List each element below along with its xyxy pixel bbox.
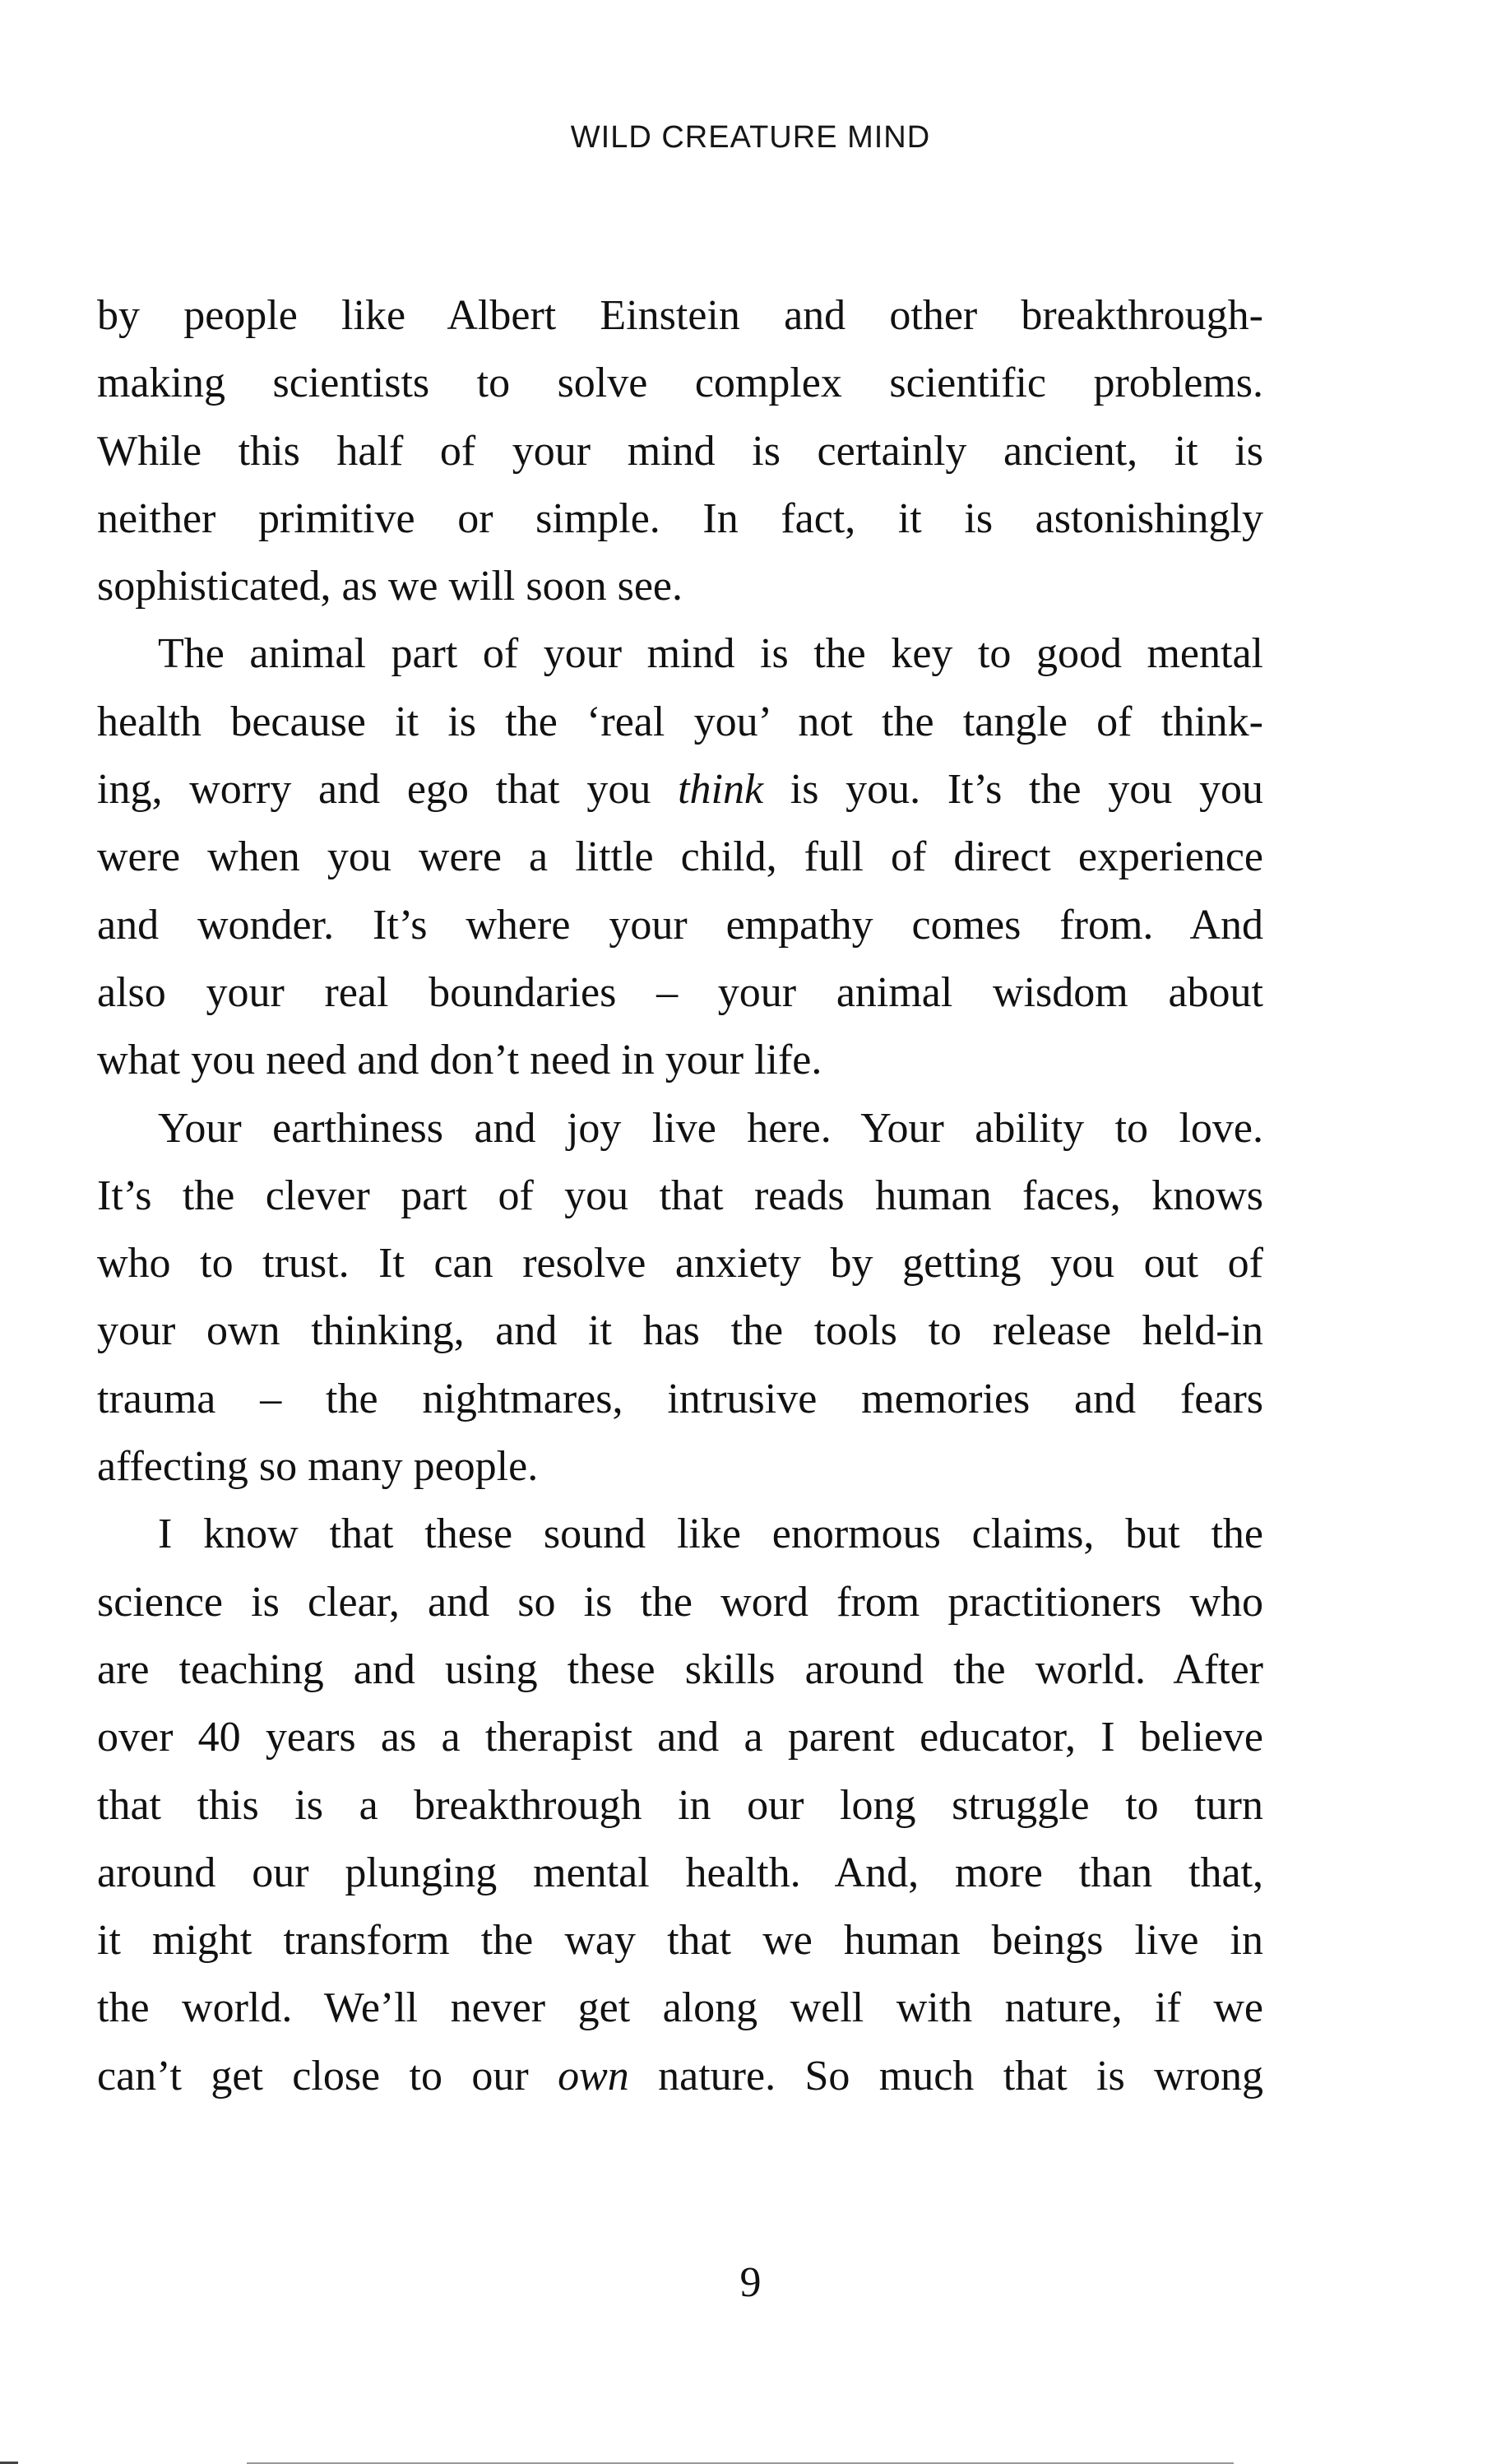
text-segment: science is clear, and so is the word from practitioners who — [97, 1578, 1263, 1626]
text-segment: what you need and don’t need in your life. — [97, 1037, 822, 1084]
body-text — [97, 282, 1263, 2110]
text-segment: neither primitive or simple. In fact, it is astonishingly — [97, 494, 1263, 542]
text-line — [97, 485, 1263, 553]
text-segment: are teaching and using these skills around the world. After — [97, 1645, 1263, 1693]
text-segment: by people like Albert Einstein and other breakthrough- — [97, 292, 1263, 339]
text-line — [97, 689, 1263, 756]
text-line — [97, 620, 1263, 688]
text-segment: affecting so many people. — [97, 1443, 539, 1491]
text-line — [97, 756, 1263, 824]
text-line — [97, 1569, 1263, 1636]
text-line — [97, 1095, 1263, 1162]
text-line — [97, 1907, 1263, 1974]
text-line — [97, 1772, 1263, 1840]
text-line — [97, 1433, 1263, 1501]
text-line — [97, 1840, 1263, 1907]
text-line — [97, 824, 1263, 891]
text-segment: over 40 years as a therapist and a parent educator, I believe — [97, 1714, 1263, 1761]
text-segment: it might transform the way that we human beings live in — [97, 1917, 1263, 1965]
text-segment: who to trust. It can resolve anxiety by getting you out of — [97, 1240, 1263, 1288]
text-segment: also your real boundaries – your animal wisdom about — [97, 968, 1263, 1016]
text-segment: can’t get close to our — [97, 2052, 558, 2100]
text-line — [97, 1297, 1263, 1365]
text-segment: around our plunging mental health. And, more than that, — [97, 1849, 1263, 1896]
text-line — [97, 418, 1263, 485]
running-head: WILD CREATURE MIND — [570, 120, 931, 155]
text-line — [97, 1704, 1263, 1771]
text-segment: trauma – the nightmares, intrusive memories and fears — [97, 1375, 1263, 1422]
text-segment: nature. So much that is wrong — [628, 2052, 1263, 2100]
text-segment: While this half of your mind is certainly ancient, it is — [97, 427, 1263, 475]
text-segment: is you. It’s the you you — [763, 766, 1263, 814]
text-segment: ing, worry and ego that you — [97, 766, 679, 814]
text-segment: sophisticated, as we will soon see. — [97, 563, 683, 610]
text-segment: I know that these sound like enormous claims, but the — [158, 1510, 1263, 1558]
text-line — [97, 553, 1263, 620]
page-number: 9 — [739, 2259, 762, 2306]
italic-text: own — [558, 2052, 629, 2100]
text-line — [97, 350, 1263, 417]
text-segment: the world. We’ll never get along well with nature, if we — [97, 1984, 1263, 2032]
text-line — [97, 1230, 1263, 1297]
text-line — [97, 282, 1263, 350]
text-line — [97, 1974, 1263, 2042]
text-line — [97, 1366, 1263, 1433]
italic-text: think — [678, 766, 764, 814]
text-segment: health because it is the ‘real you’ not the tangle of think- — [97, 698, 1263, 745]
text-segment: were when you were a little child, full of direct experience — [97, 833, 1263, 881]
text-line — [97, 1501, 1263, 1568]
text-segment: that this is a breakthrough in our long struggle to turn — [97, 1781, 1263, 1829]
text-line — [97, 892, 1263, 959]
text-line — [97, 1162, 1263, 1230]
text-segment: and wonder. It’s where your empathy comes from. And — [97, 901, 1263, 949]
text-line — [97, 959, 1263, 1027]
text-line — [97, 2043, 1263, 2110]
text-line — [97, 1027, 1263, 1094]
text-segment: making scientists to solve complex scientific problems. — [97, 360, 1263, 407]
text-segment: The animal part of your mind is the key to good mental — [158, 630, 1263, 678]
text-segment: your own thinking, and it has the tools to release held-in — [97, 1307, 1263, 1355]
text-segment: It’s the clever part of you that reads human faces, knows — [97, 1172, 1263, 1219]
text-segment: Your earthiness and joy live here. Your ability to love. — [158, 1104, 1263, 1152]
text-line — [97, 1636, 1263, 1704]
